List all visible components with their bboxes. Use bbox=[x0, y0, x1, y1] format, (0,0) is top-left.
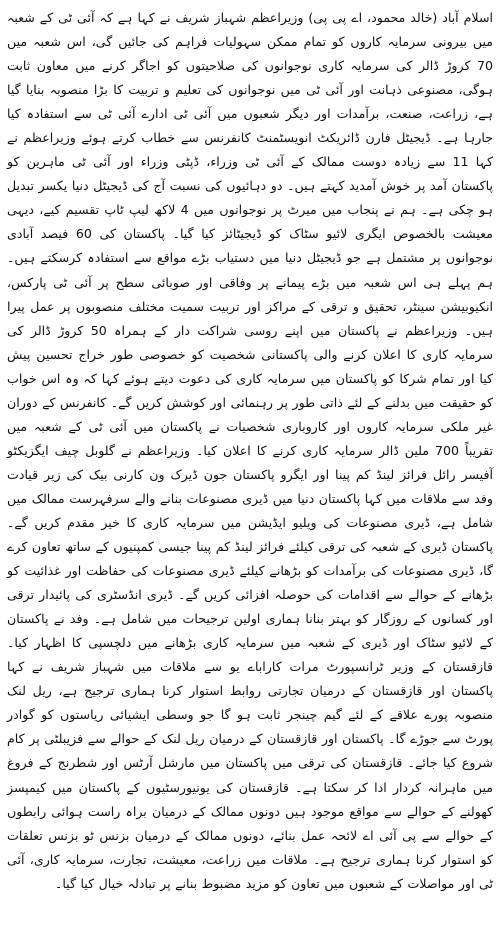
article-text: اسلام آباد (خالد محمود، اے پی پی) وزیراعظم شہباز شریف نے کہا ہے کہ آئی ٹی کے شعبہ میں بیرونی سرمایہ کاروں کو تمام ممکن سہولیات فراہم کی جائیں گی، اس شعبہ میں 70 کروڑ ڈالر کی سرمایہ کاری نوجوانوں کی صلاحیتوں کو اجاگر کرنے میں معاون ثابت ہوگی، مصنوعی ذہانت اور آئی ٹی میں نوجوانوں کی تعلیم و تربیت کا بڑا منصوبہ بنایا گیا ہے، زراعت، صنعت، برآمدات اور دیگر شعبوں میں آئی ٹی ادارے آئی ٹی سے استفادہ کیا جارہا ہے۔ ڈیجیٹل فارن ڈائریکٹ انویسٹمنٹ کانفرنس سے خطاب کرتے ہوئے وزیراعظم نے کہا 11 سے زیادہ دوست ممالک کے آئی ٹی وزراء، ڈپٹی وزراء اور آئی ٹی ماہرین کو پاکستان آمد پر خوش آمدید کہتے ہیں۔ دو دہائیوں کی نسبت آج کی ڈیجیٹل دنیا یکسر تبدیل ہو چکی ہے۔ ہم نے پنجاب میں میرٹ پر نوجوانوں میں 4 لاکھ لیپ ٹاپ تقسیم کیے، دیہی معیشت بالخصوص ایگری لائیو سٹاک کو ڈیجیٹائز کیا گیا۔ پاکستان کی 60 فیصد آبادی نوجوانوں پر مشتمل ہے جو ڈیجیٹل دنیا میں دستیاب بڑے مواقع سے استفادہ کرسکتے ہیں۔ ہم پہلے ہی اس شعبہ میں بڑے پیمانے پر وفاقی اور صوبائی سطح پر آئی ٹی پارکس، انکیوبیشن سینٹر، تحقیق و ترقی کے مراکز اور تربیت سمیت مختلف منصوبوں پر عمل پیرا ہیں۔ وزیراعظم نے پاکستان میں اپنے روسی شراکت دار کے ہمراہ 50 کروڑ ڈالر کی سرمایہ کاری کا اعلان کرنے والی پاکستانی شخصیت کو خصوصی طور خراج تحسین پیش کیا اور تمام شرکا کو پاکستان میں سرمایہ کاری کی دعوت دیتے ہوئے کہا کہ وہ اس خواب کو حقیقت میں بدلنے کے لئے ذاتی طور پر رہنمائی اور کوشش کریں گے۔ کانفرنس کے دوران غیر ملکی سرمایہ کاروں اور کاروباری شخصیات نے پاکستان میں آئی ٹی کے شعبہ میں تقریباً 700 ملین ڈالر سرمایہ کاری کرنے کا اعلان کیا۔ وزیراعظم نے گلوبل چیف ایگزیکٹو آفیسر رائل فرائز لینڈ کم پینا اور ایگرو پاکستان جون ڈیرک ون کارنی بیک کی زیر قیادت وفد سے ملاقات میں کہا پاکستان دنیا میں ڈیری مصنوعات بنانے والے سرفہرست ممالک میں شامل ہے، ڈیری مصنوعات کی ویلیو ایڈیشن میں سرمایہ کاری کا خیر مقدم کریں گے۔ پاکستان ڈیری کے شعبہ کی ترقی کیلئے فرائز لینڈ کم پینا جیسی کمپنیوں کے ساتھ تعاون کرے گا، ڈیری مصنوعات کی برآمدات کو بڑھانے کیلئے ڈیری مصنوعات کی حفاظت اور غذائیت کو بڑھانے کے حوالے سے اقدامات کی حوصلہ افزائی کریں گے۔ ڈیری انڈسٹری کی پائیدار ترقی اور کسانوں کے روزگار کو بہتر بنانا ہماری اولین ترجیحات میں شامل ہے۔ وفد نے پاکستان کے لائیو سٹاک اور ڈیری کے شعبہ میں سرمایہ کاری بڑھانے میں دلچسپی کا اظہار کیا۔ قازقستان کے وزیر ٹرانسپورٹ مرات کاراباے یو سے ملاقات میں شہباز شریف نے کہا پاکستان اور قازقستان کے درمیان تجارتی روابط استوار کرنا ہماری ترجیح ہے، ریل لنک منصوبہ پورے علاقے کے لئے گیم چینجر ثابت ہو گا جو وسطی ایشیائی ریاستوں کو گوادر پورٹ سے جوڑے گا۔ پاکستان اور قازقستان کے درمیان ریل لنک کے حوالے سے فزیبلٹی پر کام شروع کیا جائے۔ قازقستان کی ترقی میں پاکستان میں مارشل آرٹس اور شطرنج کے فروغ میں ماہرانہ کردار ادا کر سکتا ہے۔ قازقستان کی یونیورسٹیوں کے پاکستان میں کیمپسز کھولنے کے حوالے سے مواقع موجود ہیں دونوں ممالک کے درمیان براہ راست ہوائی رابطوں کے حوالے سے پی آئی اے لائحہ عمل بنائے، دونوں ممالک کے درمیان بزنس ٹو بزنس تعلقات کو استوار کرنا ہماری ترجیح ہے۔ ملاقات میں زراعت، معیشت، تجارت، سرمایہ کاری، آئی ٹی اور مواصلات کے شعبوں میں تعاون کو مزید مضبوط بنانے پر تبادلہ خیال کیا گیا۔ bbox=[7, 10, 494, 891]
article-body bbox=[7, 6, 493, 896]
